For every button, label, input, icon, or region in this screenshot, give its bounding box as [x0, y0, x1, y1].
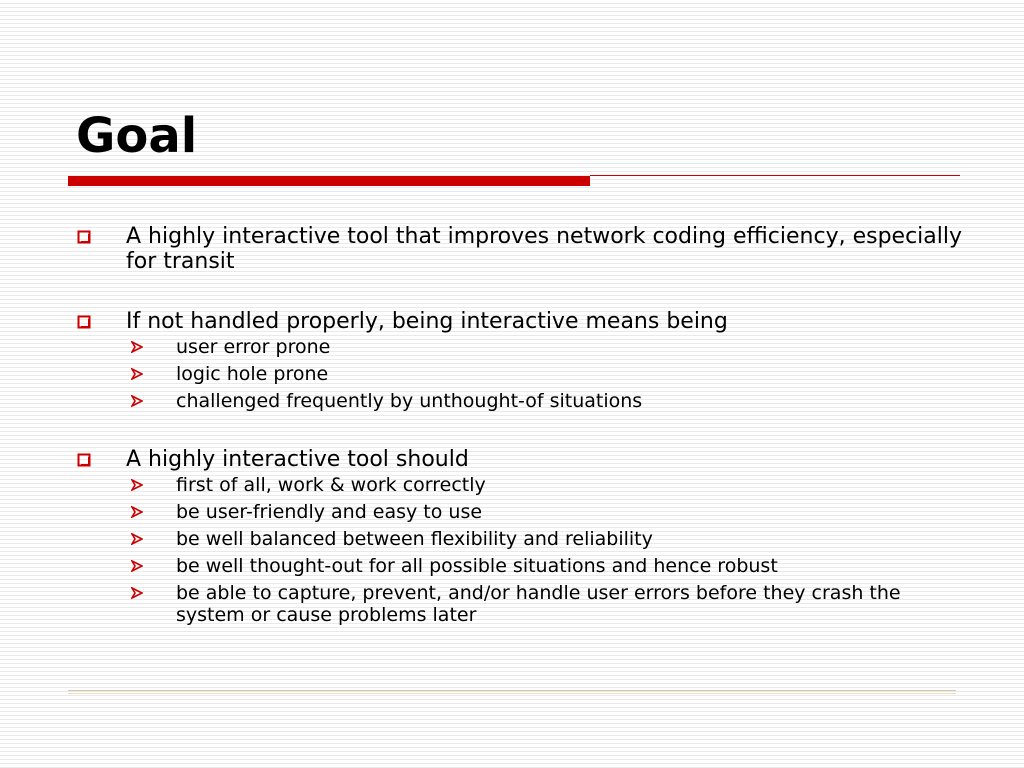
arrowhead-icon — [131, 341, 143, 353]
bullet-text: A highly interactive tool that improves network coding efficiency, especially for transit — [126, 224, 963, 274]
sub-bullet-text: first of all, work & work correctly — [176, 474, 486, 496]
hollow-square-icon — [77, 453, 91, 467]
sub-bullet-item — [126, 390, 964, 412]
arrowhead-icon — [131, 560, 143, 572]
bullet-item — [0, 447, 1024, 626]
sub-bullet-item — [126, 363, 964, 385]
arrowhead-icon — [131, 506, 143, 518]
sub-bullet-text: be well thought-out for all possible situations and hence robust — [176, 555, 778, 577]
bullet-list — [0, 224, 1024, 626]
sub-bullet-item — [126, 336, 964, 358]
hollow-square-icon — [77, 315, 91, 329]
sub-bullet-item — [126, 582, 964, 626]
arrowhead-icon — [131, 533, 143, 545]
bullet-item — [0, 224, 1024, 274]
arrowhead-icon — [131, 587, 143, 599]
sub-bullet-item — [126, 555, 964, 577]
arrowhead-icon — [131, 479, 143, 491]
sub-bullet-text: be user-friendly and easy to use — [176, 501, 483, 523]
arrowhead-icon — [131, 395, 143, 407]
sub-bullet-item — [126, 474, 964, 496]
footer-rule — [68, 690, 956, 691]
sub-bullet-item — [126, 528, 964, 550]
sub-bullet-item — [126, 501, 964, 523]
sub-bullet-list — [126, 474, 964, 626]
bullet-text: A highly interactive tool should — [126, 447, 469, 472]
sub-bullet-text: be well balanced between flexibility and reliability — [176, 528, 653, 550]
footer-rule-shadow — [68, 693, 956, 694]
sub-bullet-text: logic hole prone — [176, 363, 329, 385]
sub-bullet-text: user error prone — [176, 336, 331, 358]
bullet-text: If not handled properly, being interactive means being — [126, 309, 728, 334]
sub-bullet-text: challenged frequently by unthought-of situations — [176, 390, 643, 412]
sub-bullet-list — [126, 336, 964, 412]
sub-bullet-text: be able to capture, prevent, and/or handle user errors before they crash the system or cause problems later — [176, 582, 901, 626]
slide-title: Goal — [76, 108, 198, 164]
bullet-item — [0, 309, 1024, 412]
title-underline-thick — [68, 176, 590, 186]
title-underline-thin — [590, 175, 960, 176]
hollow-square-icon — [77, 230, 91, 244]
arrowhead-icon — [131, 368, 143, 380]
